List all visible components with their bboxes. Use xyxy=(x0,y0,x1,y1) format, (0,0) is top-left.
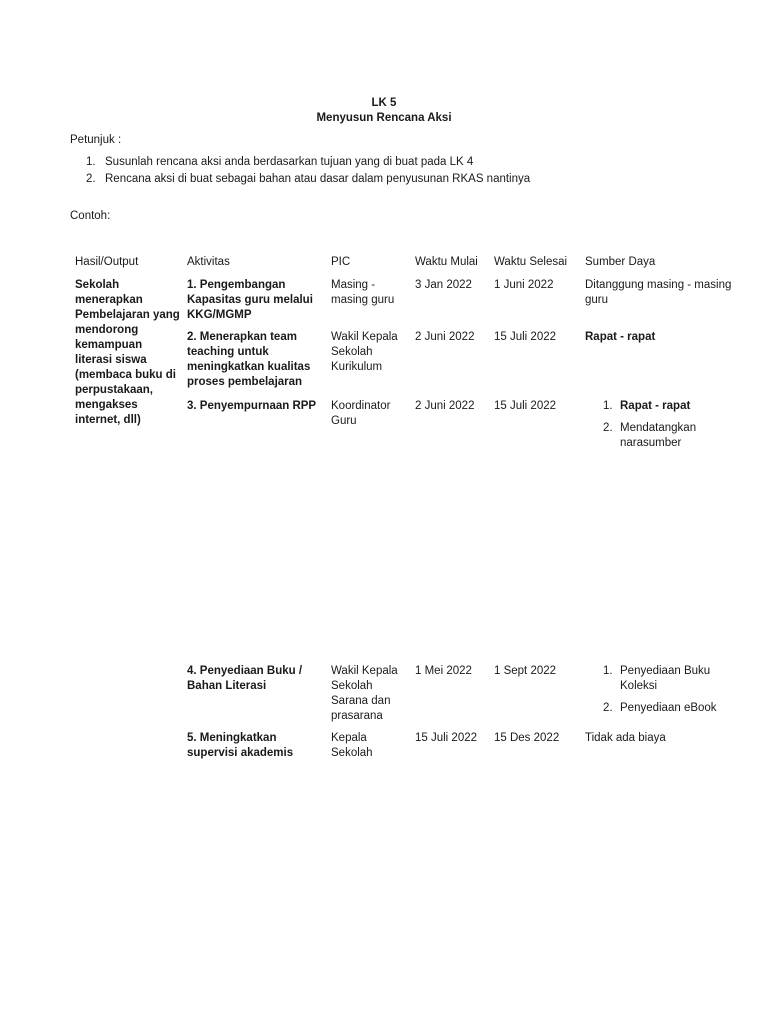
resource-text: Penyediaan eBook xyxy=(620,702,717,714)
resource-item xyxy=(585,399,740,414)
header-sumber-daya: Sumber Daya xyxy=(585,256,656,268)
header-pic: PIC xyxy=(331,256,351,268)
resource-item xyxy=(585,664,740,694)
activity-cell: 1. Pengembangan Kapasitas guru melalui KKG/MGMP xyxy=(187,279,313,321)
activity-cell: 3. Penyempurnaan RPP xyxy=(187,400,317,412)
resource-number: 1. xyxy=(603,400,613,412)
instruction-text: Rencana aksi di buat sebagai bahan atau dasar dalam penyusunan RKAS nantinya xyxy=(105,173,531,185)
resource-list xyxy=(585,664,740,723)
activity-cell: 4. Penyediaan Buku / Bahan Literasi xyxy=(187,665,303,692)
petunjuk-label: Petunjuk : xyxy=(70,134,122,146)
end-date-cell: 1 Juni 2022 xyxy=(494,279,554,291)
pic-cell: Kepala Sekolah xyxy=(331,732,373,759)
instruction-number: 1. xyxy=(86,156,96,168)
resource-cell: Tidak ada biaya xyxy=(585,732,666,744)
header-hasil-output: Hasil/Output xyxy=(75,256,139,268)
resource-cell: Rapat - rapat xyxy=(585,331,656,343)
pic-cell: Wakil Kepala Sekolah Kurikulum xyxy=(331,331,398,373)
resource-number: 1. xyxy=(603,665,613,677)
resource-text: Mendatangkan narasumber xyxy=(620,422,697,449)
output-note: (membaca buku di perpustakaan, mengakses internet, dll) xyxy=(75,369,176,426)
start-date-cell: 15 Juli 2022 xyxy=(415,732,478,744)
instruction-number: 2. xyxy=(86,173,96,185)
resource-text: Rapat - rapat xyxy=(620,400,691,412)
doc-title: LK 5 xyxy=(371,97,397,109)
resource-item xyxy=(585,421,740,451)
start-date-cell: 3 Jan 2022 xyxy=(415,279,472,291)
output-cell xyxy=(75,278,180,428)
activity-cell: 2. Menerapkan team teaching untuk meningkatkan kualitas proses pembelajaran xyxy=(187,331,311,388)
end-date-cell: 1 Sept 2022 xyxy=(494,665,557,677)
doc-subtitle: Menyusun Rencana Aksi xyxy=(316,112,452,124)
contoh-label: Contoh: xyxy=(70,210,111,222)
pic-cell: Wakil Kepala Sekolah Sarana dan prasarana xyxy=(331,665,398,722)
pic-cell: Masing - masing guru xyxy=(331,279,395,306)
header-waktu-mulai: Waktu Mulai xyxy=(415,256,478,268)
pic-cell: Koordinator Guru xyxy=(331,400,391,427)
start-date-cell: 2 Juni 2022 xyxy=(415,400,475,412)
resource-number: 2. xyxy=(603,422,613,434)
end-date-cell: 15 Des 2022 xyxy=(494,732,560,744)
resource-cell: Ditanggung masing - masing guru xyxy=(585,279,732,306)
activity-cell: 5. Meningkatkan supervisi akademis xyxy=(187,732,294,759)
header-aktivitas: Aktivitas xyxy=(187,256,230,268)
end-date-cell: 15 Juli 2022 xyxy=(494,400,557,412)
resource-item xyxy=(585,701,740,716)
output-text: Sekolah menerapkan Pembelajaran yang mendorong kemampuan literasi siswa xyxy=(75,279,180,366)
resource-text: Penyediaan Buku Koleksi xyxy=(620,665,711,692)
instruction-text: Susunlah rencana aksi anda berdasarkan tujuan yang di buat pada LK 4 xyxy=(105,156,474,168)
start-date-cell: 2 Juni 2022 xyxy=(415,331,475,343)
start-date-cell: 1 Mei 2022 xyxy=(415,665,472,677)
resource-list xyxy=(585,399,740,458)
header-waktu-selesai: Waktu Selesai xyxy=(494,256,568,268)
resource-number: 2. xyxy=(603,702,613,714)
end-date-cell: 15 Juli 2022 xyxy=(494,331,557,343)
